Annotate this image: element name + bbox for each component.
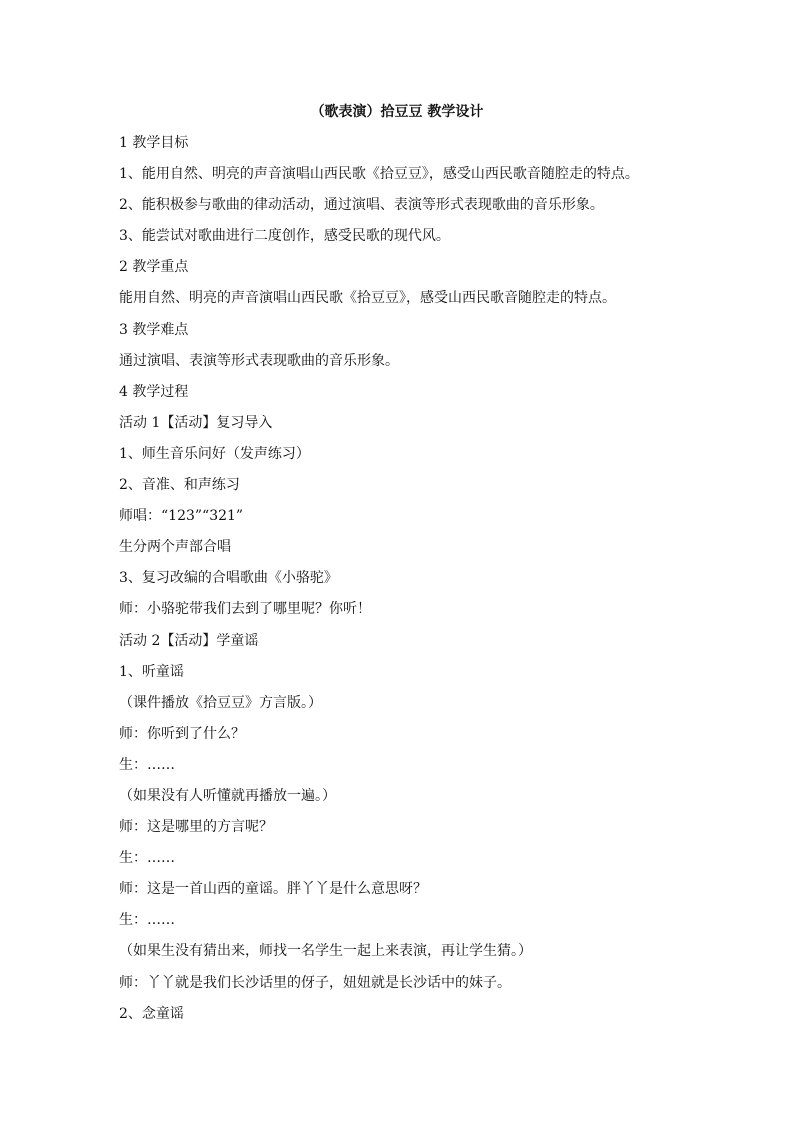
body-line: 2、音准、和声练习 [119,477,240,494]
document-title: （歌表演）拾豆豆 教学设计 [310,104,484,120]
body-line: 师：这是一首山西的童谣。胖丫丫是什么意思呀？ [119,881,427,898]
body-line: 1 教学目标 [119,135,189,151]
body-line: （如果没有人听懂就再播放一遍。） [119,787,336,804]
body-line: （如果生没有猜出来，师找一名学生一起上来表演，再让学生猜。） [119,943,532,960]
body-line: 师唱：“123”“321” [119,508,244,525]
body-line: 3、复习改编的合唱歌曲《小骆驼》 [119,570,338,587]
body-line: 2、念童谣 [119,1005,184,1022]
body-line: 生：…… [119,756,175,773]
body-line: 3、能尝试对歌曲进行二度创作，感受民歌的现代风。 [119,228,450,245]
body-line: 活动 2【活动】学童谣 [119,632,259,649]
body-line: 3 教学难点 [119,321,189,338]
body-line: 2 教学重点 [119,259,189,276]
body-line: 能用自然、明亮的声音演唱山西民歌《拾豆豆》，感受山西民歌音随腔走的特点。 [119,290,616,307]
body-line: 通过演唱、表演等形式表现歌曲的音乐形象。 [119,352,399,369]
body-line: 1、听童谣 [119,663,184,680]
body-line: 师：你听到了什么？ [119,725,245,742]
body-line: 2、能积极参与歌曲的律动活动，通过演唱、表演等形式表现歌曲的音乐形象。 [119,197,604,214]
document-body [119,133,719,1035]
body-line: 生：…… [119,912,175,929]
body-line: 1、师生音乐问好（发声练习） [119,445,310,462]
body-line: 活动 1【活动】复习导入 [119,414,273,431]
body-line: 师：丫丫就是我们长沙话里的伢子，妞妞就是长沙话中的妹子。 [119,974,511,991]
body-line: 生：…… [119,850,175,867]
body-line: 师：小骆驼带我们去到了哪里呢？你听！ [119,601,371,618]
body-line: 生分两个声部合唱 [119,539,231,556]
body-line: 1、能用自然、明亮的声音演唱山西民歌《拾豆豆》，感受山西民歌音随腔走的特点。 [119,166,639,183]
body-line: 师：这是哪里的方言呢？ [119,819,273,836]
body-line: 4 教学过程 [119,383,189,400]
body-line: （课件播放《拾豆豆》方言版。） [119,694,322,711]
